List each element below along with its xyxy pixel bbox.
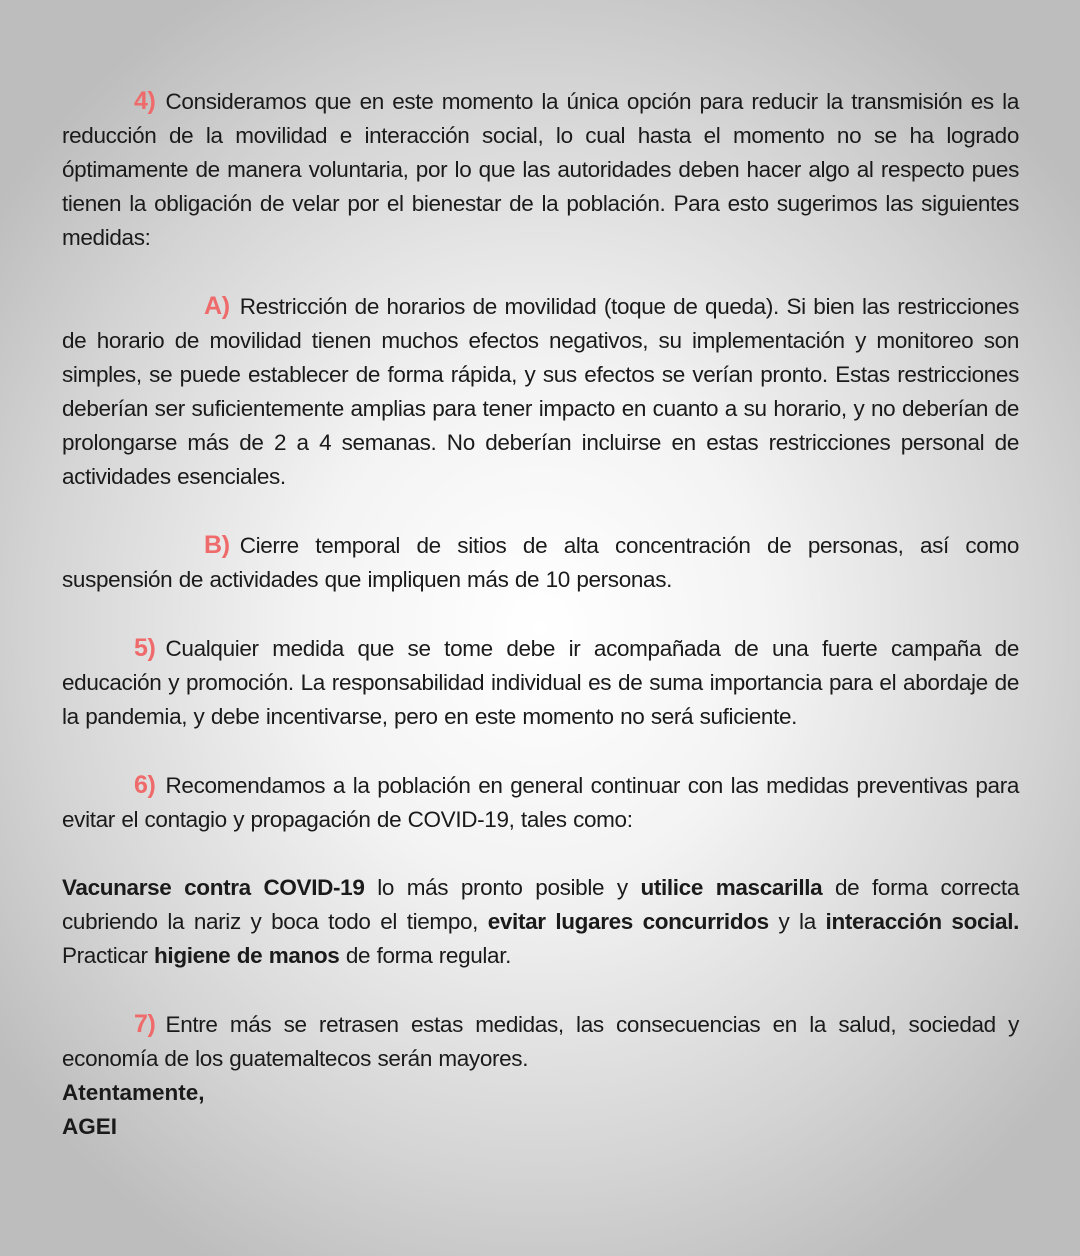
recommendation-avoid-crowds: evitar lugares concurridos bbox=[487, 909, 769, 934]
recommendation-mask: utilice mascarilla bbox=[640, 875, 823, 900]
paragraph-5 bbox=[62, 631, 1019, 734]
paragraph-5-text: Cualquier medida que se tome debe ir acompañada de una fuerte campaña de educación y promoción. La responsabilidad individual es de suma importancia para el abordaje de la pandemia, y debe incentivarse, pero en este momento no será suficiente. bbox=[62, 636, 1019, 729]
item-number-7: 7) bbox=[134, 1010, 156, 1038]
recommendation-vaccinate: Vacunarse contra COVID-19 bbox=[62, 875, 365, 900]
item-number-6: 6) bbox=[134, 771, 156, 799]
paragraph-6 bbox=[62, 768, 1019, 837]
paragraph-a-text: Restricción de horarios de movilidad (toque de queda). Si bien las restricciones de horario de movilidad tienen muchos efectos negativos, su implementación y monitoreo son simples, se puede establecer de forma rápida, y sus efectos se verían pronto. Estas restricciones deberían ser suficientemente amplias para tener impacto en cuanto a su horario, y no deberían de prolongarse más de 2 a 4 semanas. No deberían incluirse en estas restricciones personal de actividades esenciales. bbox=[62, 294, 1019, 489]
recommendation-text-5: de forma regular. bbox=[339, 943, 512, 968]
paragraph-a bbox=[62, 289, 1019, 494]
paragraph-4-text: Consideramos que en este momento la única opción para reducir la transmisión es la reducción de la movilidad e interacción social, lo cual hasta el momento no se ha logrado óptimamente de manera voluntaria, por lo que las autoridades deben hacer algo al respecto pues tienen la obligación de velar por el bienestar de la población. Para esto sugerimos las siguientes medidas: bbox=[62, 89, 1019, 250]
recommendation-hand-hygiene: higiene de manos bbox=[154, 943, 340, 968]
document-body bbox=[62, 84, 1019, 1144]
paragraph-4 bbox=[62, 84, 1019, 255]
paragraph-b bbox=[62, 528, 1019, 597]
paragraph-6-text: Recomendamos a la población en general continuar con las medidas preventivas para evitar el contagio y propagación de COVID-19, tales como: bbox=[62, 773, 1019, 832]
recommendation-text-1: lo más pronto posible y bbox=[364, 875, 641, 900]
recommendation-text-3: y la bbox=[768, 909, 826, 934]
recommendation-social-interaction: interacción social. bbox=[825, 909, 1019, 934]
closing-signature: AGEI bbox=[62, 1114, 118, 1139]
item-number-5: 5) bbox=[134, 634, 156, 662]
paragraph-b-text: Cierre temporal de sitios de alta concentración de personas, así como suspensión de actividades que impliquen más de 10 personas. bbox=[62, 533, 1019, 592]
item-letter-b: B) bbox=[204, 531, 230, 559]
recommendations-paragraph bbox=[62, 871, 1019, 973]
recommendation-text-4: Practicar bbox=[62, 943, 155, 968]
paragraph-7 bbox=[62, 1007, 1019, 1076]
closing-salutation: Atentamente, bbox=[62, 1080, 205, 1105]
recommendation-text-2: de forma correcta cubriendo la nariz y boca todo el tiempo, bbox=[62, 875, 1019, 934]
item-number-4: 4) bbox=[134, 87, 156, 115]
paragraph-7-text: Entre más se retrasen estas medidas, las consecuencias en la salud, sociedad y economía de los guatemaltecos serán mayores. bbox=[62, 1012, 1019, 1071]
item-letter-a: A) bbox=[204, 292, 230, 320]
